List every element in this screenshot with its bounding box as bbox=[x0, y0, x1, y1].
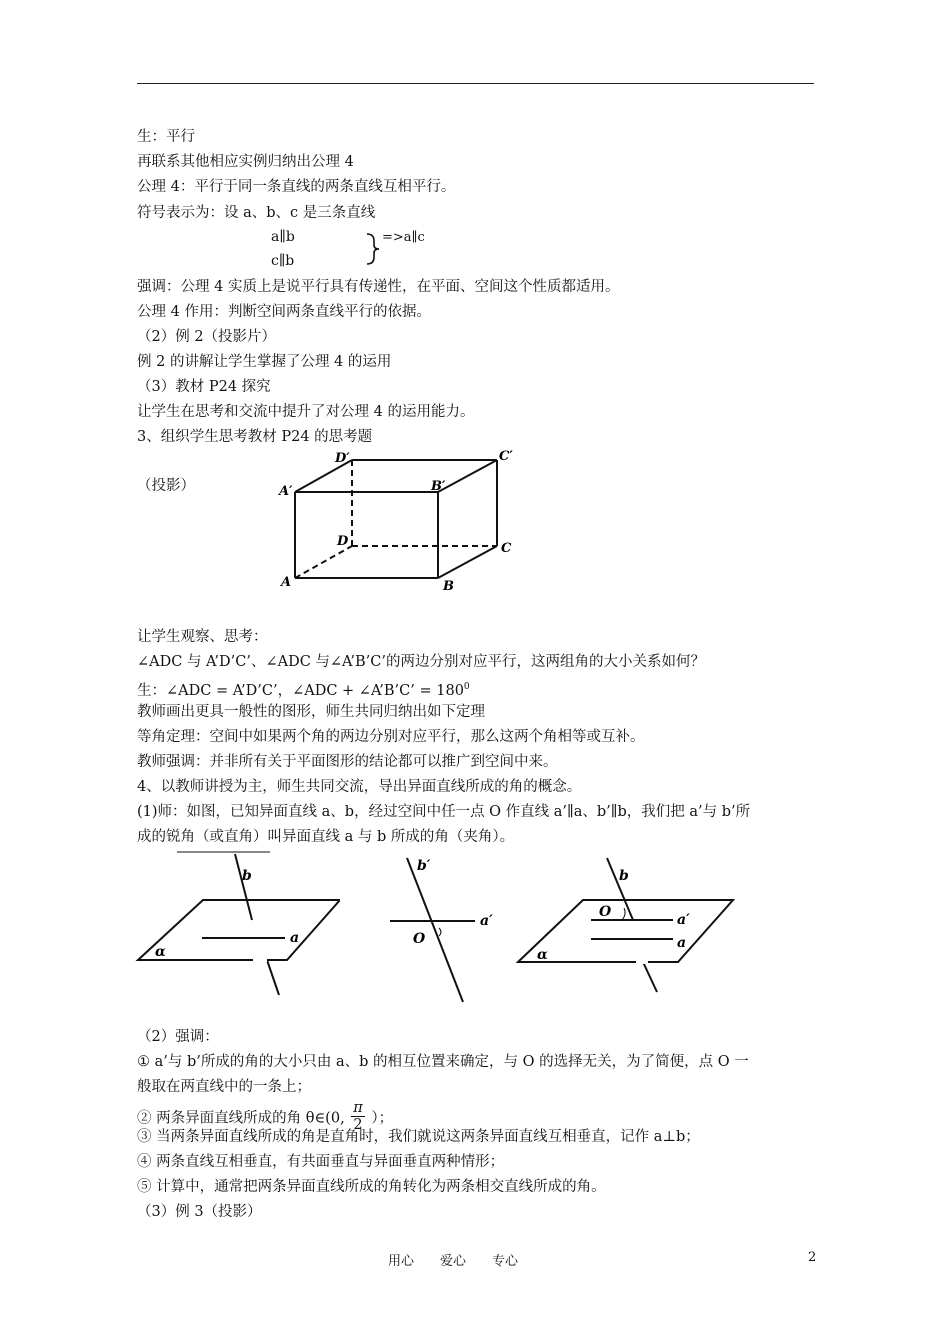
label-a-prime: a′ bbox=[677, 912, 690, 928]
label-b-prime: b′ bbox=[417, 858, 431, 874]
skew-lines-figure-2 bbox=[385, 850, 505, 1010]
degree-superscript: 0 bbox=[463, 682, 470, 692]
symbol-a-parallel-b: a∥b bbox=[271, 229, 295, 245]
label-a: a bbox=[677, 935, 687, 951]
text-span: ）； bbox=[371, 1110, 394, 1127]
text-line: （2）例 2（投影片） bbox=[137, 329, 277, 345]
text-line: ④ 两条直线互相垂直，有共面垂直与异面垂直两种情形； bbox=[137, 1154, 505, 1170]
text-line: 符号表示为：设 a、b、c 是三条直线 bbox=[137, 205, 376, 221]
header-rule bbox=[137, 83, 814, 84]
label-b: b bbox=[619, 868, 629, 884]
text-line: 3、组织学生思考教材 P24 的思考题 bbox=[137, 429, 373, 445]
symbol-result: =>a∥c bbox=[382, 230, 425, 245]
text-span: ② 两条异面直线所成的角 θ∈(0, bbox=[137, 1110, 345, 1127]
text-line: （3）例 3（投影） bbox=[137, 1204, 262, 1220]
label-a-prime: a′ bbox=[480, 913, 493, 929]
label-D: D bbox=[337, 534, 349, 549]
text-line: 公理 4 作用：判断空间两条直线平行的依据。 bbox=[137, 304, 431, 320]
label-alpha: α bbox=[155, 944, 166, 960]
text-line: 再联系其他相应实例归纳出公理 4 bbox=[137, 154, 354, 170]
projection-label: （投影） bbox=[137, 478, 195, 494]
label-B-prime: B′ bbox=[431, 479, 446, 494]
label-C-prime: C′ bbox=[499, 449, 513, 464]
skew-lines-figure-3 bbox=[515, 850, 750, 1000]
text-line: ∠ADC 与 A’D’C’、∠ADC 与∠A’B’C’的两边分别对应平行，这两组角的大小关系如何？ bbox=[137, 654, 705, 670]
label-a: a bbox=[290, 930, 300, 946]
text-line: 般取在两直线中的一条上； bbox=[137, 1079, 311, 1095]
text-line: 生：平行 bbox=[137, 129, 195, 145]
text-line: 公理 4：平行于同一条直线的两条直线互相平行。 bbox=[137, 179, 456, 195]
text-line: 让学生观察、思考： bbox=[137, 629, 268, 645]
text-line: （2）强调： bbox=[137, 1029, 219, 1045]
label-D-prime: D′ bbox=[335, 451, 350, 466]
symbol-c-parallel-b: c∥b bbox=[271, 253, 295, 269]
label-C: C bbox=[501, 541, 512, 556]
label-A: A bbox=[281, 575, 292, 590]
text-line: ③ 当两条异面直线所成的角是直角时，我们就说这两条异面直线互相垂直，记作 a⊥b； bbox=[137, 1129, 700, 1145]
text-span: 生：∠ADC = A’D’C’，∠ADC + ∠A’B’C’ = 180 bbox=[137, 682, 464, 699]
text-line: （3）教材 P24 探究 bbox=[137, 379, 271, 395]
text-line: 强调：公理 4 实质上是说平行具有传递性，在平面、空间这个性质都适用。 bbox=[137, 279, 620, 295]
label-B: B bbox=[443, 579, 454, 594]
cube-figure bbox=[275, 448, 525, 598]
text-line: 让学生在思考和交流中提升了对公理 4 的运用能力。 bbox=[137, 404, 475, 420]
text-line: 教师强调：并非所有关于平面图形的结论都可以推广到空间中来。 bbox=[137, 754, 558, 770]
label-O: O bbox=[599, 904, 612, 920]
label-A-prime: A′ bbox=[279, 484, 293, 499]
text-line: 4、以教师讲授为主，师生共同交流，导出异面直线所成的角的概念。 bbox=[137, 779, 582, 795]
right-brace-icon bbox=[364, 232, 384, 266]
footer-slogan: 用心 爱心 专心 bbox=[388, 1254, 519, 1269]
text-line: 例 2 的讲解让学生掌握了公理 4 的运用 bbox=[137, 354, 392, 370]
label-O: O bbox=[413, 931, 426, 947]
fraction-numerator: π bbox=[353, 1100, 363, 1116]
text-line: 等角定理：空间中如果两个角的两边分别对应平行，那么这两个角相等或互补。 bbox=[137, 729, 645, 745]
text-line: ⑤ 计算中，通常把两条异面直线所成的角转化为两条相交直线所成的角。 bbox=[137, 1179, 606, 1195]
label-b: b bbox=[242, 868, 252, 884]
page-number: 2 bbox=[808, 1250, 817, 1265]
fraction-denominator: 2 bbox=[353, 1117, 363, 1133]
text-line: (1)师：如图，已知异面直线 a、b，经过空间中任一点 O 作直线 a’∥a、b’∥b，我们把 a’与 b’所 bbox=[137, 804, 751, 820]
text-line: 成的锐角（或直角）叫异面直线 a 与 b 所成的角（夹角）。 bbox=[137, 829, 515, 845]
text-line: ① a’与 b’所成的角的大小只由 a、b 的相互位置来确定，与 O 的选择无关，为了简便，点 O 一 bbox=[137, 1054, 749, 1070]
skew-lines-figure-1 bbox=[135, 850, 340, 1000]
text-line bbox=[137, 677, 470, 701]
text-line: 教师画出更具一般性的图形，师生共同归纳出如下定理 bbox=[137, 704, 485, 720]
label-alpha: α bbox=[537, 947, 548, 963]
